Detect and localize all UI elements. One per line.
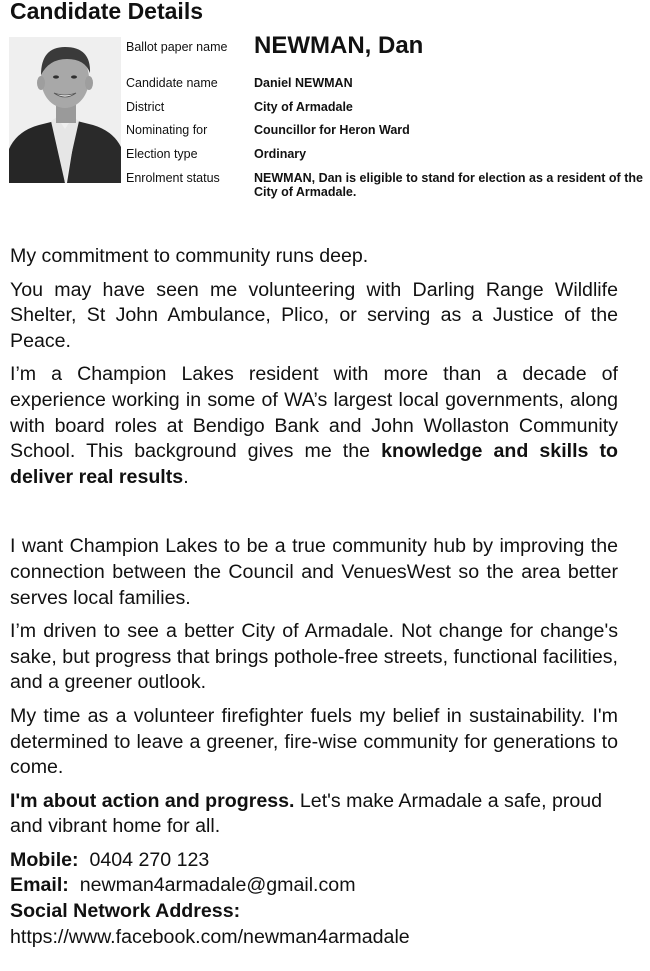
- contact-email: [10, 873, 618, 899]
- ballot-name-value: NEWMAN, Dan: [254, 32, 424, 59]
- contact-social-value: https://www.facebook.com/newman4armadale: [10, 925, 410, 948]
- candidate-photo-icon: [9, 37, 121, 183]
- page-title: Candidate Details: [10, 0, 203, 24]
- statement-paragraph: I want Champion Lakes to be a true community hub by improving the connection between the Council and VenuesWest so the area better serves local families.: [10, 535, 618, 609]
- mobile-value: 0404 270 123: [89, 848, 210, 871]
- email-value: newman4armadale@gmail.com: [79, 874, 356, 897]
- detail-value: City of Armadale: [254, 100, 353, 114]
- statement-emphasis: I'm about action and progress.: [10, 789, 295, 812]
- mobile-label: Mobile:: [10, 848, 79, 871]
- detail-label: Ballot paper name: [126, 40, 228, 54]
- detail-label: Candidate name: [126, 76, 218, 90]
- detail-label: Enrolment status: [126, 171, 220, 185]
- detail-label: Election type: [126, 147, 198, 161]
- detail-value: NEWMAN, Dan is eligible to stand for election as a resident of the City of Armadale.: [254, 171, 643, 199]
- statement-paragraph: I’m driven to see a better City of Armadale. Not change for change's sake, but progress that brings pothole-free streets, functional facilities, and a greener outlook.: [10, 620, 618, 694]
- statement-text: I’m a Champion Lakes resident with more than a decade of experience working in some of WA’s largest local governments, along with board roles at Bendigo Bank and John Wollaston Community School. This background gives me the: [10, 363, 618, 463]
- detail-value: Daniel NEWMAN: [254, 76, 353, 90]
- detail-label: Nominating for: [126, 123, 208, 137]
- detail-value: Councillor for Heron Ward: [254, 123, 410, 137]
- statement-emphasis: knowledge and skills to deliver real results: [10, 440, 618, 488]
- detail-value: Ordinary: [254, 147, 307, 161]
- statement-paragraph: [10, 789, 618, 840]
- contact-mobile: [10, 848, 618, 874]
- social-label: Social Network Address:: [10, 900, 241, 923]
- statement-paragraph: [10, 362, 618, 490]
- candidate-statement: [10, 244, 618, 950]
- contact-social-label: [10, 899, 618, 925]
- statement-paragraph: My time as a volunteer firefighter fuels my belief in sustainability. I'm determined to leave a greener, fire-wise community for generations to come.: [10, 704, 618, 779]
- statement-paragraph: You may have seen me volunteering with Darling Range Wildlife Shelter, St John Ambulance, Plico, or serving as a Justice of the Peace.: [10, 278, 618, 352]
- detail-label: District: [126, 100, 165, 114]
- statement-paragraph: My commitment to community runs deep.: [10, 245, 369, 267]
- statement-text: .: [183, 465, 189, 488]
- email-label: Email:: [10, 874, 69, 897]
- statement-text: Let's make Armadale a safe, proud and vibrant home for all.: [10, 789, 603, 838]
